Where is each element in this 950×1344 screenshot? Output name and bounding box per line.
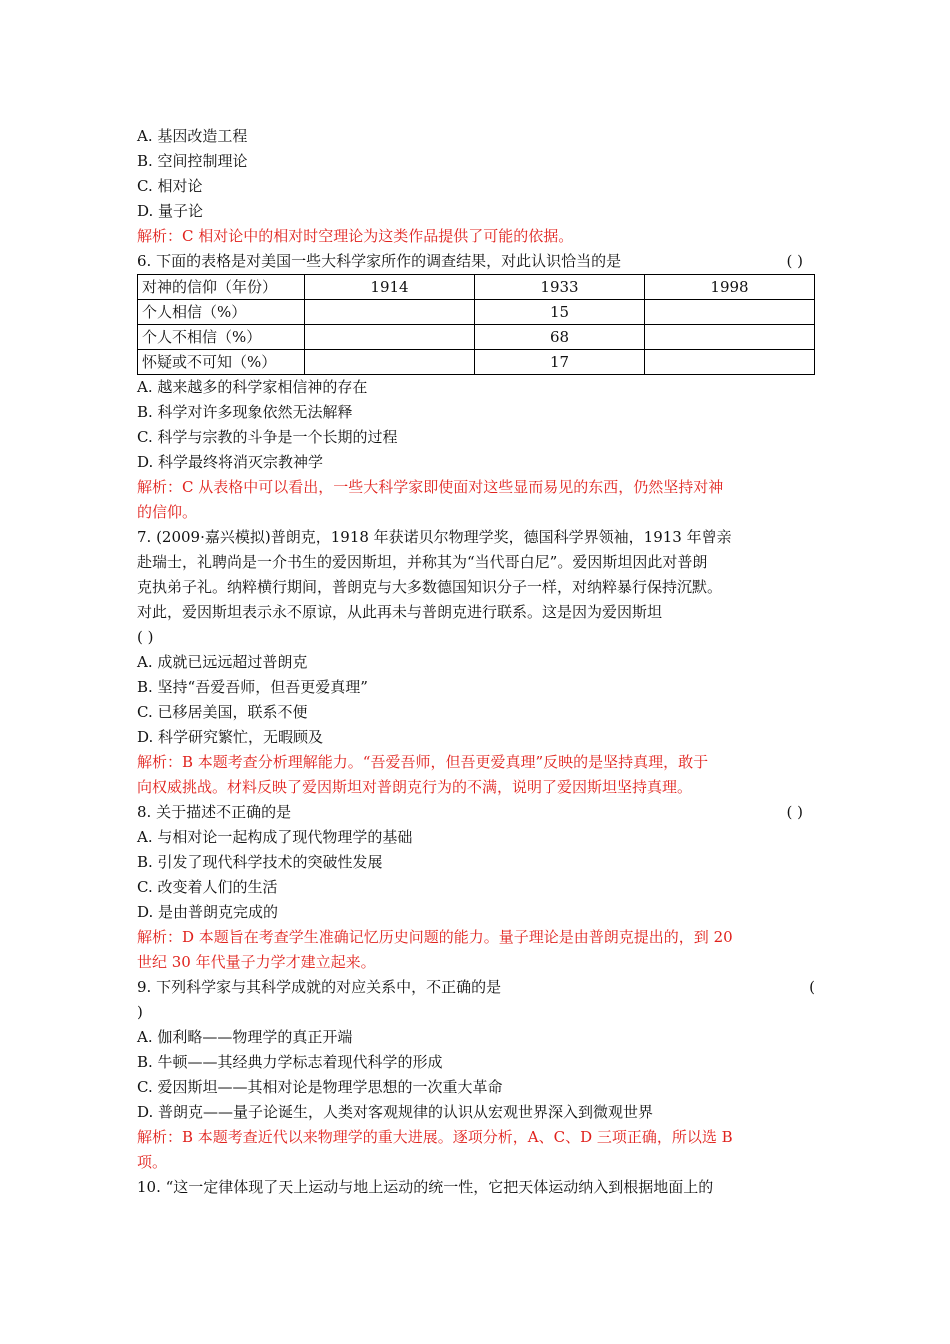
q8-option-d: D. 是由普朗克完成的 — [137, 903, 279, 921]
table-cell: 怀疑或不可知（%） — [138, 350, 305, 375]
q6-option-c: C. 科学与宗教的斗争是一个长期的过程 — [137, 428, 398, 446]
q10-stem: 10. “这一定律体现了天上运动与地上运动的统一性，它把天体运动纳入到根据地面上的 — [137, 1178, 714, 1196]
q8-paren: ( ) — [786, 803, 803, 821]
q7-option-d: D. 科学研究繁忙，无暇顾及 — [137, 728, 324, 746]
q7-option-c: C. 已移居美国，联系不便 — [137, 703, 308, 721]
q9-option-d: D. 普朗克——量子论诞生，人类对客观规律的认识从宏观世界深入到微观世界 — [137, 1103, 654, 1121]
q7-option-a: A. 成就已远远超过普朗克 — [137, 653, 308, 671]
q8-option-b: B. 引发了现代科学技术的突破性发展 — [137, 853, 383, 871]
q6-option-d: D. 科学最终将消灭宗教神学 — [137, 453, 324, 471]
q6-stem: 6. 下面的表格是对美国一些大科学家所作的调查结果，对此认识恰当的是 — [137, 252, 622, 270]
q7-stem-line-1: 7. (2009·嘉兴模拟)普朗克，1918 年获诺贝尔物理学奖，德国科学界领袖，1913 年曾亲 — [137, 528, 732, 546]
table-cell: 个人相信（%） — [138, 300, 305, 325]
survey-table — [137, 274, 815, 375]
q9-paren-close: ) — [137, 1003, 143, 1021]
q8-answer-line-2: 世纪 30 年代量子力学才建立起来。 — [137, 953, 376, 971]
q9-option-b: B. 牛顿——其经典力学标志着现代科学的形成 — [137, 1053, 443, 1071]
table-cell — [305, 300, 475, 325]
q8-stem: 8. 关于描述不正确的是 — [137, 803, 292, 821]
table-cell: 15 — [475, 300, 645, 325]
table-header-cell: 1914 — [305, 275, 475, 300]
q5-option-d: D. 量子论 — [137, 202, 204, 220]
table-row — [138, 350, 815, 375]
table-header-cell: 对神的信仰（年份） — [138, 275, 305, 300]
q6-answer-line-1: 解析：C 从表格中可以看出，一些大科学家即使面对这些显而易见的东西，仍然坚持对神 — [137, 478, 724, 496]
q9-answer-line-2: 项。 — [137, 1153, 168, 1171]
q6-stem-line — [137, 249, 815, 274]
q7-paren: ( ) — [137, 628, 154, 646]
q5-option-a: A. 基因改造工程 — [137, 127, 248, 145]
q7-stem-line-2: 赴瑞士，礼聘尚是一介书生的爱因斯坦，并称其为“当代哥白尼”。爱因斯坦因此对普朗 — [137, 553, 708, 571]
table-cell — [305, 325, 475, 350]
table-cell — [645, 300, 815, 325]
q9-paren-open: ( — [809, 978, 815, 996]
table-row — [138, 300, 815, 325]
q9-stem-line — [137, 975, 815, 1000]
q9-answer-line-1: 解析：B 本题考查近代以来物理学的重大进展。逐项分析，A、C、D 三项正确，所以选 B — [137, 1128, 733, 1146]
table-cell — [305, 350, 475, 375]
q6-answer-line-2: 的信仰。 — [137, 503, 198, 521]
table-header-cell: 1933 — [475, 275, 645, 300]
table-cell: 68 — [475, 325, 645, 350]
q6-paren: ( ) — [786, 252, 803, 270]
q5-option-b: B. 空间控制理论 — [137, 152, 248, 170]
q5-answer: 解析：C 相对论中的相对时空理论为这类作品提供了可能的依据。 — [137, 227, 574, 245]
table-cell: 17 — [475, 350, 645, 375]
q7-stem-line-4: 对此，爱因斯坦表示永不原谅，从此再未与普朗克进行联系。这是因为爱因斯坦 — [137, 603, 663, 621]
q8-option-c: C. 改变着人们的生活 — [137, 878, 278, 896]
document-page — [137, 124, 815, 1200]
table-header-cell: 1998 — [645, 275, 815, 300]
q8-stem-line — [137, 800, 815, 825]
q9-stem: 9. 下列科学家与其科学成就的对应关系中，不正确的是 — [137, 978, 502, 996]
q7-answer-line-1: 解析：B 本题考查分析理解能力。“吾爱吾师，但吾更爱真理”反映的是坚持真理，敢于 — [137, 753, 709, 771]
table-cell: 个人不相信（%） — [138, 325, 305, 350]
q7-option-b: B. 坚持“吾爱吾师，但吾更爱真理” — [137, 678, 368, 696]
q6-option-a: A. 越来越多的科学家相信神的存在 — [137, 378, 368, 396]
table-row — [138, 325, 815, 350]
table-cell — [645, 325, 815, 350]
q5-option-c: C. 相对论 — [137, 177, 203, 195]
q8-answer-line-1: 解析：D 本题旨在考查学生准确记忆历史问题的能力。量子理论是由普朗克提出的，到 20 — [137, 928, 733, 946]
q7-stem-line-3: 克执弟子礼。纳粹横行期间，普朗克与大多数德国知识分子一样，对纳粹暴行保持沉默。 — [137, 578, 723, 596]
q6-option-b: B. 科学对许多现象依然无法解释 — [137, 403, 353, 421]
q9-option-c: C. 爱因斯坦——其相对论是物理学思想的一次重大革命 — [137, 1078, 503, 1096]
q7-answer-line-2: 向权威挑战。材料反映了爱因斯坦对普朗克行为的不满，说明了爱因斯坦坚持真理。 — [137, 778, 693, 796]
table-header-row — [138, 275, 815, 300]
q8-option-a: A. 与相对论一起构成了现代物理学的基础 — [137, 828, 413, 846]
table-cell — [645, 350, 815, 375]
q9-option-a: A. 伽利略——物理学的真正开端 — [137, 1028, 353, 1046]
